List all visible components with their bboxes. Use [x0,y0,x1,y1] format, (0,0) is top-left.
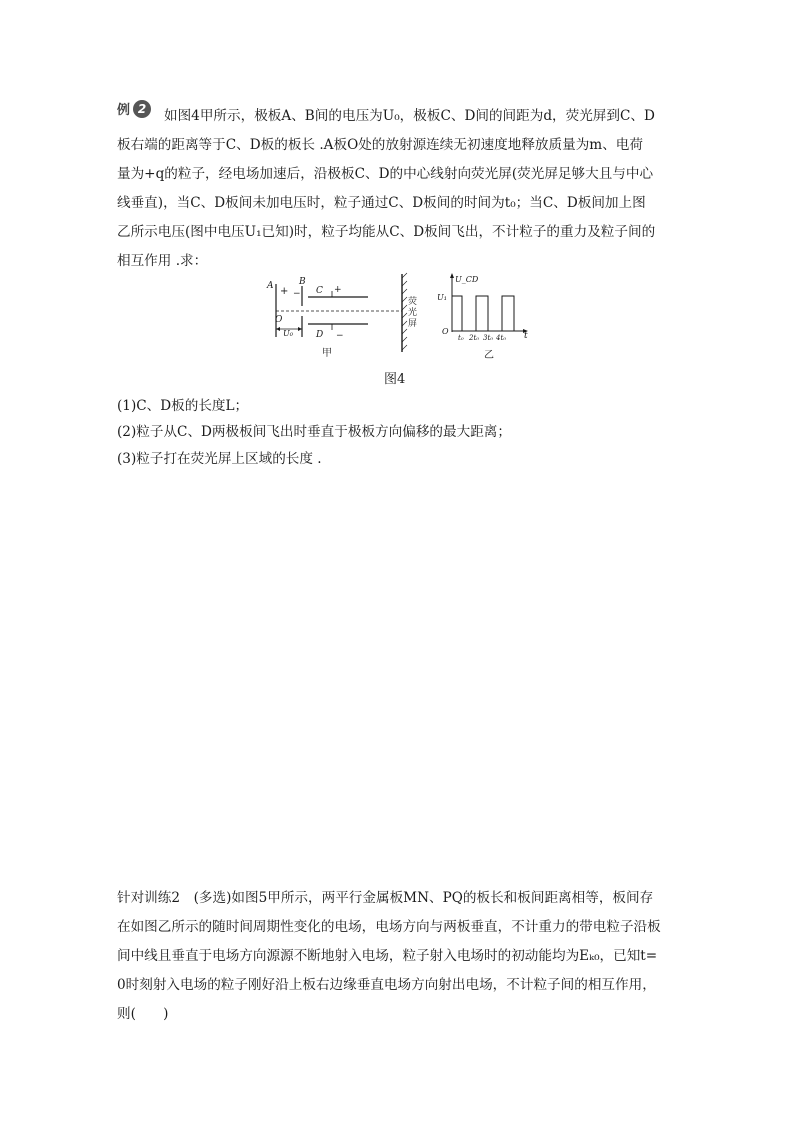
x-tick-1: t₀ [458,334,464,342]
label-u0: U₀ [283,329,293,338]
plate-b-minus: − [293,289,301,299]
exercise-line-3: 间中线且垂直于电场方向源源不断地射入电场，粒子射入电场时的初动能均为Eₖ₀，已知t= [117,948,658,964]
example-line-4: 线垂直)，当C、D板间未加电压时，粒子通过C、D板间的时间为t₀；当C、D板间加上图 [117,195,646,211]
example-line-3: 量为+q的粒子，经电场加速后，沿极板C、D的中心线射向荧光屏(荧光屏足够大且与中心 [117,166,654,182]
screen-label-2: 光 [408,308,418,318]
u0-arrow-head-right [298,327,302,331]
sublabel-jia: 甲 [322,348,332,359]
square-wave [452,296,514,331]
label-b: B [299,277,306,287]
plate-a-plus: + [280,286,289,297]
x-axis-label: t [524,331,528,341]
u0-arrow-head-left [276,327,280,331]
question-3: (3)粒子打在荧光屏上区域的长度 . [117,451,322,467]
x-tick-2: 2t₀ [469,334,480,342]
diagram-jia [266,273,417,359]
figure-4-svg [262,272,542,367]
screen-label-1: 荧 [408,297,418,307]
x-tick-3: 3t₀ [483,334,494,342]
example-label: 例 [117,103,131,118]
example-line-6: 相互作用 .求： [117,253,208,269]
plate-c-plus: + [334,285,342,295]
label-a: A [267,281,274,291]
screen-hatch [402,273,407,350]
example-line-1: 如图4甲所示，极板A、B间的电压为U₀，极板C、D间的间距为d，荧光屏到C、D [164,108,655,124]
label-o: O [275,315,283,325]
exercise-line-2: 在如图乙所示的随时间周期性变化的电场，电场方向与两板垂直，不计重力的带电粒子沿板 [117,919,661,935]
exercise-line-5: 则( ) [117,1006,169,1022]
figure-caption: 图4 [384,372,406,387]
question-1: (1)C、D板的长度L； [117,398,249,414]
exercise-line-4: 0时刻射入电场的粒子刚好沿上板右边缘垂直电场方向射出电场，不计粒子间的相互作用， [117,977,656,993]
y-axis-arrow [450,273,454,278]
label-d: D [316,330,324,340]
x-tick-4: 4t₀ [496,334,507,342]
figure-4 [262,272,542,371]
label-c: C [316,286,323,296]
screen-label-3: 屏 [408,319,418,329]
example-line-2: 板右端的距离等于C、D板的板长 .A板O处的放射源连续无初速度地释放质量为m、电荷 [117,137,643,153]
graph-yi [437,273,528,361]
sublabel-yi: 乙 [484,350,494,361]
example-line-5: 乙所示电压(图中电压U₁已知)时，粒子均能从C、D板间飞出，不计粒子的重力及粒子间的 [117,224,656,240]
plate-d-minus: − [336,331,344,341]
exercise-text [117,884,679,1029]
question-2: (2)粒子从C、D两极板间飞出时垂直于极板方向偏移的最大距离； [117,424,511,440]
origin-label: O [442,327,449,336]
example-number-badge: 2 [133,100,151,118]
example-text [117,102,679,276]
y-axis-label: U_CD [455,275,479,284]
y-tick-u1: U₁ [437,293,447,302]
exercise-line-1: 针对训练2 (多选)如图5甲所示，两平行金属板MN、PQ的板长和板间距离相等，板间存 [117,890,654,906]
